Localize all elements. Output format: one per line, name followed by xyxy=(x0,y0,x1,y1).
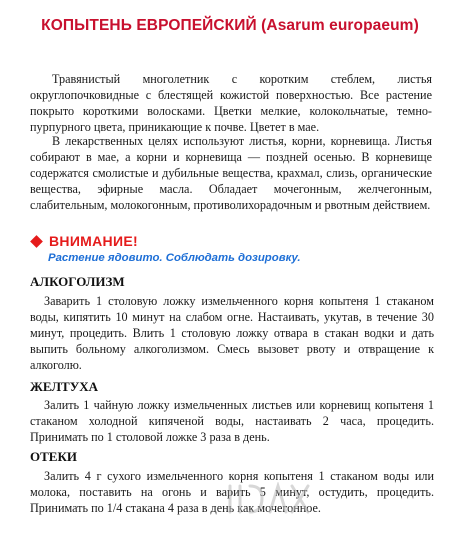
section-heading-edema: ОТЕКИ xyxy=(30,449,77,464)
description-paragraph-2: В лекарственных целях используют листья, корни, корневища. Листья собирают в мае, а корни и корневища — поздней осенью. В корневище содержатся смолистые и дубильные вещества, крахмал, слизь, органические вещества, эфирные масла. Обладает мочегонным, желчегонным, слабительным, молокогонным, противолихорадочным и рвотным действием. xyxy=(30,134,432,212)
section-heading-alcoholism: АЛКОГОЛИЗМ xyxy=(30,274,125,289)
watermark-logo-icon xyxy=(226,482,312,516)
warning-text: Растение ядовито. Соблюдать дозировку. xyxy=(48,252,301,264)
section-text-edema: Залить 4 г сухого измельченного корня копытеня 1 стаканом воды или молока, поставить на огонь и варить 5 минут, остудить, процедить. Принимать по 1/4 стакана 4 раза в день как мочегонное. xyxy=(30,469,434,515)
diamond-bullet-icon xyxy=(30,235,43,248)
warning-heading xyxy=(30,233,138,249)
warning-heading-text: ВНИМАНИЕ! xyxy=(49,233,138,249)
page-title: КОПЫТЕНЬ ЕВРОПЕЙСКИЙ (Asarum europaeum) xyxy=(41,17,419,34)
description-paragraph-1: Травянистый многолетник с коротким стеблем, листья округлопочковидные с блестящей кожистой поверхностью. Все растение покрыто короткими волосками. Цветки мелкие, колокольчатые, темно-пурпурного цвета, приникающие к почве. Цветет в мае. xyxy=(30,72,432,134)
section-text-jaundice: Залить 1 чайную ложку измельченных листьев или корневищ копытеня 1 стаканом холодной кипяченой воды, настаивать 2 часа, процедить. Принимать по 1 столовой ложке 3 раза в день. xyxy=(30,398,434,444)
section-text-alcoholism: Заварить 1 столовую ложку измельченного корня копытеня 1 стаканом воды, кипятить 10 минут на слабом огне. Настаивать, укутав, в течение 30 минут, процедить. Влить 1 столовую ложку отвара в стакан водки и дать выпить больному алкоголизмом. Смесь вызовет рвоту и отвращение к алкоголю. xyxy=(30,294,434,372)
section-heading-jaundice: ЖЕЛТУХА xyxy=(30,379,99,394)
